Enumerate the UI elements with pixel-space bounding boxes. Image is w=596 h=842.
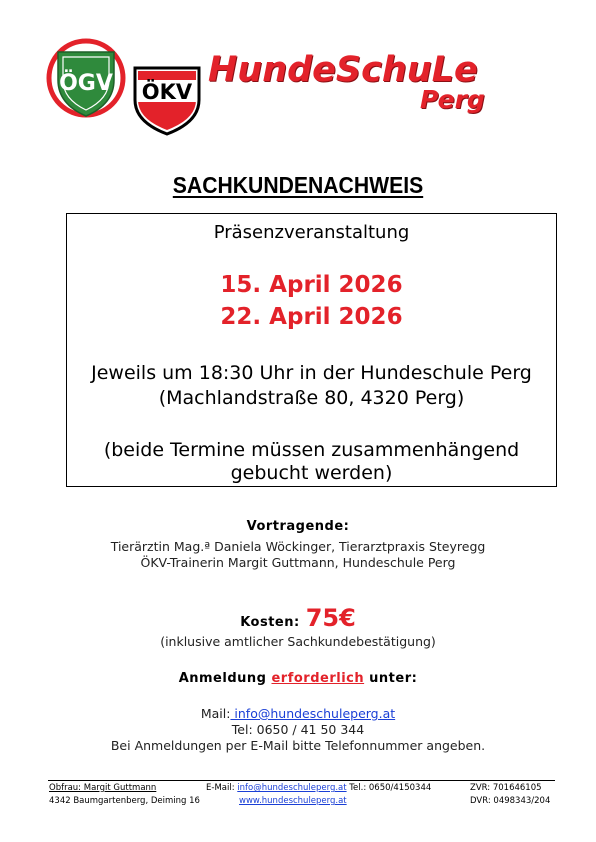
cost-value: 75€ [305, 604, 356, 632]
registration-prefix: Anmeldung [178, 671, 272, 686]
event-note-line-1: (beide Termine müssen zusammenhängend [103, 439, 520, 461]
footer-divider [48, 780, 555, 781]
registration-required: erforderlich [271, 671, 365, 686]
speaker-2: ÖKV-Trainerin Margit Guttmann, Hundeschule Perg [140, 555, 456, 570]
event-address: (Machlandstraße 80, 4320 Perg) [158, 387, 465, 409]
event-type: Präsenzveranstaltung [213, 222, 410, 243]
brand-location: Perg [420, 85, 485, 114]
phone-number: Tel: 0650 / 41 50 344 [231, 722, 365, 737]
footer-email-link[interactable]: info@hundeschuleperg.at [237, 783, 347, 793]
footer-web-link[interactable]: www.hundeschuleperg.at [239, 796, 347, 806]
footer-address: 4342 Baumgartenberg, Deiming 16 [49, 796, 200, 806]
ogv-logo [46, 38, 126, 122]
event-date-1: 15. April 2026 [220, 272, 403, 298]
speaker-1: Tierärztin Mag.ª Daniela Wöckinger, Tierarztpraxis Steyregg [110, 539, 486, 554]
ogv-logo-text: ÖGV [59, 71, 113, 96]
event-note-line-2: gebucht werden) [230, 462, 393, 484]
cost-note: (inklusive amtlicher Sachkundebestätigung) [160, 634, 436, 649]
registration-heading [0, 671, 596, 686]
okv-logo-text: ÖKV [141, 80, 193, 104]
footer-chair: Obfrau: Margit Guttmann [49, 783, 157, 793]
registration-suffix: unter: [364, 671, 418, 686]
speakers-heading: Vortragende: [246, 519, 350, 534]
footer-contact [206, 783, 431, 793]
footer-dvr: DVR: 0498343/204 [470, 796, 551, 806]
cost-row [0, 604, 596, 632]
mail-label: Mail: [200, 706, 231, 721]
footer-zvr: ZVR: 701646105 [470, 783, 542, 793]
footer-tel: Tel.: 0650/4150344 [346, 783, 432, 793]
mail-link[interactable]: info@hundeschuleperg.at [230, 706, 396, 721]
event-time: Jeweils um 18:30 Uhr in der Hundeschule Perg [91, 362, 532, 384]
event-date-2: 22. April 2026 [220, 304, 403, 330]
brand-name: HundeSchuLe [208, 50, 478, 90]
okv-logo [131, 64, 203, 136]
registration-hint: Bei Anmeldungen per E-Mail bitte Telefonnummer angeben. [110, 738, 486, 753]
cost-label: Kosten: [240, 615, 300, 630]
mail-row [0, 706, 596, 721]
footer-email-label: E-Mail: [206, 783, 238, 793]
page-title: SACHKUNDENACHWEIS [172, 172, 424, 198]
